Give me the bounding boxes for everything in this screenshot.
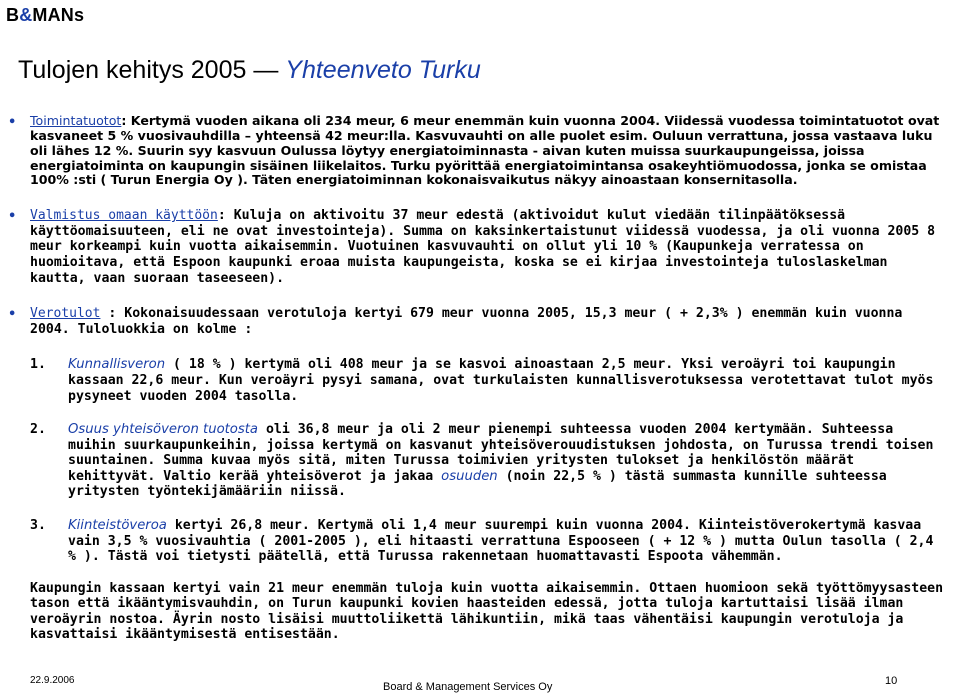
bullet-dot-icon: • — [8, 307, 17, 323]
content-area — [8, 114, 948, 643]
item-label: Kiinteistöveroa — [68, 517, 167, 533]
item-label-osuuden: osuuden — [441, 468, 498, 484]
bullet-text: : Kokonaisuudessaan verotuloja kertyi 679 meur vuonna 2005, 15,3 meur ( + 2,3% ) enemmän kuin vuonna 2004. Tuloluokkia on kolme : — [30, 306, 903, 337]
logo-letters: MANs — [32, 5, 85, 25]
link-verotulot[interactable]: Verotulot — [30, 306, 101, 322]
item-text: kertyi 26,8 meur. Kertymä oli 1,4 meur suurempi kuin vuonna 2004. Kiinteistöverokertymä kasvaa vain 3,5 % vuosivauhtia ( 2001-2005 ), eli hitaasti verrattuna Espooseen ( + 12 % ) mutta Oulun tasolla ( 2,4 % ). Tästä voi tietysti päätellä, että Turussa rakennetaan huomattavasti Espoota vähemmän. — [68, 517, 934, 565]
bullet-text: : Kuluja on aktivoitu 37 meur edestä (aktivoidut kulut viedään tilinpäätöksessä käyttöomaisuuteen, eli ne ovat investointeja). Summa on kaksinkertaistunut viidessä vuodessa, ja oli vuonna 2005 8 meur korkeampi kuin vuotta aikaisemmin. Vuotuinen kasvuvauhti on ollut yli 10 % (Kaupunkeja verratessa on huomioitava, että Espoon kaupunki eroaa muista kaupungeista, koska se ei kirjaa investointeja tuloslaskelman kautta, vaan suoraan taseeseen). — [30, 208, 936, 286]
footer-company: Board & Management Services Oy — [383, 681, 553, 693]
bullet-dot-icon: • — [8, 209, 17, 225]
item-label: Osuus yhteisöveron tuotosta — [68, 422, 258, 438]
item-label: Kunnallisveron — [68, 357, 166, 373]
page-title — [18, 56, 481, 85]
page-number: 10 — [885, 675, 898, 687]
title-subtitle: Yhteenveto Turku — [285, 56, 481, 84]
item-number: 2. — [30, 422, 46, 438]
title-main: Tulojen kehitys 2005 — — [18, 56, 286, 84]
logo-letter-b: B — [6, 5, 20, 25]
company-logo — [6, 5, 84, 26]
bullet-verotulot — [8, 306, 948, 337]
item-text: oli 36,8 meur ja oli 2 meur pienempi suhteessa vuoden 2004 kertymään. Suhteessa muihin suurkaupunkeihin, joissa kertymä on kasvanut yhteisöverouudistuksen johdosta, on Turussa trendi toisen suuntainen. Summa kuvaa myös sitä, miten Turussa toimivien yritysten tulokset ja henkilöstön määrät kehittyvät. Valtio kerää yhteisöverot ja jakaa — [68, 422, 934, 484]
bullet-valmistus — [8, 208, 948, 286]
link-toimintatuotot[interactable]: Toimintatuotot — [30, 113, 122, 128]
item-number: 1. — [30, 357, 46, 373]
item-number: 3. — [30, 517, 46, 533]
bullet-toimintatuotot — [8, 114, 948, 188]
list-item-kunnallisvero — [8, 357, 948, 404]
bullet-dot-icon: • — [8, 115, 17, 130]
bullet-text: : Kertymä vuoden aikana oli 234 meur, 6 meur enemmän kuin vuonna 2004. Viidessä vuodessa toimintatuotot ovat kasvaneet 5 % vuosivauhdilla – yhteensä 42 meur:lla. Kasvuvauhti on alle puolet esim. Ouluun verrattuna, jossa vastaava luku oli lähes 12 %. Suurin syy kasvuun Oulussa löytyy energiatoiminnasta - aivan kuten muissa suurkaupungeissa, joissa energiatoiminta on kaupungin sisäinen liikelaitos. Turku pyörittää energiatoimintansa osakeyhtiömuodossa, jonka se omistaa 100% :sti ( Turun Energia Oy ). Täten energiatoiminnan kokonaisvaikutus näkyy ainoastaan konsernitasolla. — [30, 113, 940, 188]
link-valmistus-omaan-kayttoon[interactable]: Valmistus omaan käyttöön — [30, 208, 218, 224]
item-text-continued: (noin 22,5 % ) tästä summasta kunnille suhteessa yritysten työntekijämääriin niissä. — [68, 468, 887, 500]
list-item-kiinteistovero — [8, 518, 948, 565]
item-text: ( 18 % ) kertymä oli 408 meur ja se kasvoi ainoastaan 2,5 meur. Yksi veroäyri toi kaupungin kassaan 22,6 meur. Kun veroäyri pysyi samana, ovat turkulaisten kunnallisverotuksessa verotettavat tulot myös pysyneet vuoden 2004 tasolla. — [68, 357, 934, 404]
closing-paragraph: Kaupungin kassaan kertyi vain 21 meur enemmän tuloja kuin vuotta aikaisemmin. Ottaen huomioon sekä työttömyysasteen tason että ikääntymisvauhdin, on Turun kaupunki kovien haasteiden edessä, jotta tuloja kartuttaisi lisää ilman veroäyrin nostoa. Äyrin nosto lisäisi muuttoliikettä lähikuntiin, mikä taas vähentäisi kaupungin verotuloja ja kasvattaisi ikääntymisestä entisestään. — [30, 580, 944, 643]
logo-ampersand: & — [19, 5, 33, 25]
footer-date: 22.9.2006 — [30, 675, 75, 686]
list-item-yhteisovero — [8, 422, 948, 500]
